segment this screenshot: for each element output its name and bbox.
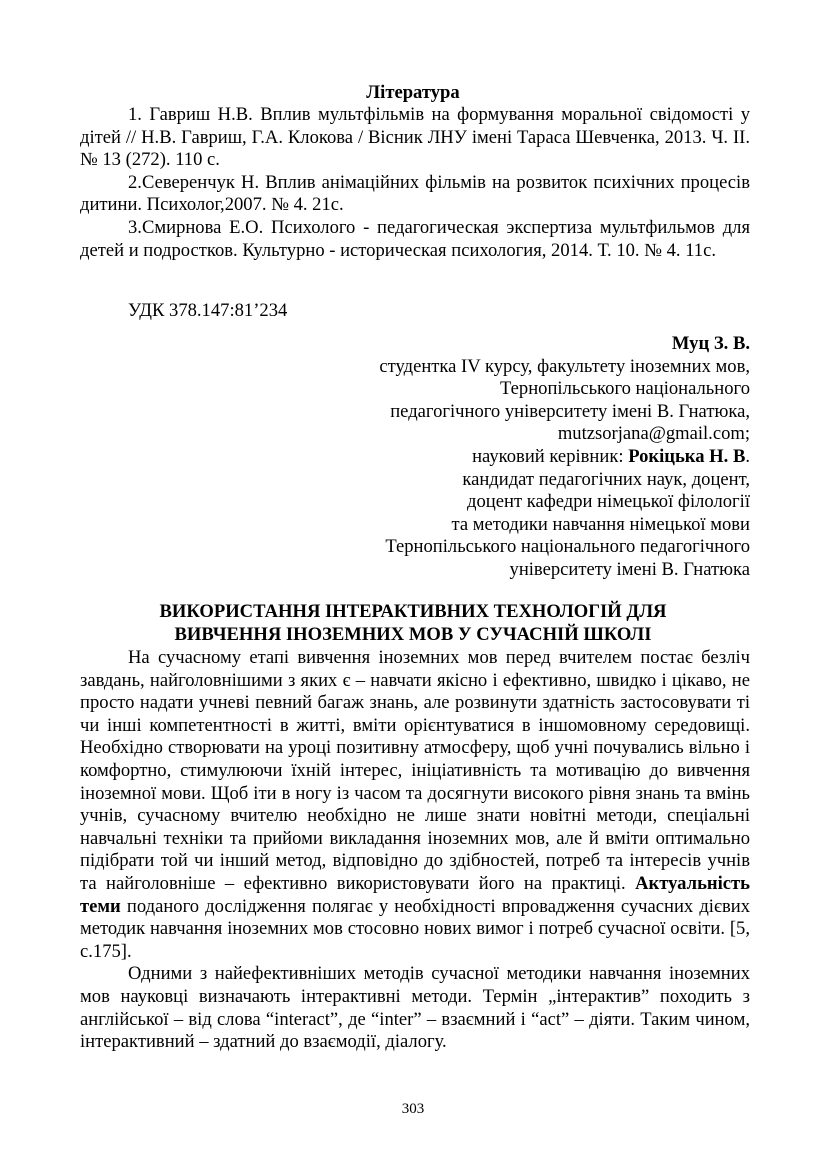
author-affiliation-line: Тернопільського національного [500, 378, 750, 400]
article-title [0, 601, 826, 646]
supervisor-affiliation-line: та методики навчання німецької мови [451, 513, 750, 535]
supervisor-prefix: науковий керівник: [472, 445, 629, 467]
body-paragraph [80, 647, 750, 963]
paragraph-text: На сучасному етапі вивчення іноземних мов перед вчителем постає безліч завдань, найголовнішими з яких є – навчати якісно і ефективно, швидко і цікаво, не просто надати учневі певний багаж знань, але розвинути здатність застосовувати ті чи інші компетентності в житті, вміти орієнтуватися в іншомовному середовищі. Необхідно створювати на уроці позитивну атмосферу, щоб учні почувались вільно і комфортно, стимулюючи їхній інтерес, ініціативність та мотивацію до вивчення іноземної мови. Щоб іти в ногу із часом та досягнути високого рівня знань та вмінь учнів, сучасному вчителю необхідно не лише знати новітні методи, спеціальні навчальні техніки та прийоми викладання іноземних мов, але й вміти оптимально підібрати той чи інший метод, відповідно до здібностей, потреб та інтересів учнів та найголовніше – ефективно використовувати його на практиці. [80, 647, 750, 894]
supervisor-line [290, 446, 750, 469]
reference-item: 3.Смирнова Е.О. Психолого - педагогическая экспертиза мультфильмов для детей и подростков. Культурно - историческая психология, 2014. Т. 10. № 4. 11с. [80, 216, 750, 261]
supervisor-name: Рокіцька Н. В [628, 445, 746, 467]
page-number: 303 [401, 1101, 425, 1117]
udk-code: УДК 378.147:81’234 [128, 300, 288, 321]
article-body [80, 647, 750, 1054]
reference-item: 1. Гавриш Н.В. Вплив мультфільмів на формування моральної свідомості у дітей // Н.В. Гавриш, Г.А. Клокова / Вісник ЛНУ імені Тараса Шевченка, 2013. Ч. ІІ. № 13 (272). 110 с. [80, 104, 750, 171]
author-block [290, 333, 750, 582]
supervisor-affiliation-line: університету імені В. Гнатюка [509, 558, 750, 580]
supervisor-suffix: . [745, 445, 750, 467]
author-name: Муц З. В. [671, 333, 750, 354]
supervisor-affiliation-line: кандидат педагогічних наук, доцент, [462, 468, 750, 490]
author-email: mutzsorjana@gmail.com; [557, 423, 750, 445]
supervisor-affiliation-line: доцент кафедри німецької філології [467, 491, 750, 513]
article-title-line: ВИКОРИСТАННЯ ІНТЕРАКТИВНИХ ТЕХНОЛОГІЙ ДЛЯ [159, 601, 667, 622]
reference-item: 2.Северенчук Н. Вплив анімаційних фільмів на розвиток психічних процесів дитини. Психолог,2007. № 4. 21с. [80, 171, 750, 216]
paragraph-text: поданого дослідження полягає у необхідності впровадження сучасних дієвих методик навчання іноземних мов стосовно нових вимог і потреб сучасної освіти. [5, с.175]. [80, 895, 750, 962]
supervisor-affiliation-line: Тернопільського національного педагогічного [385, 536, 750, 558]
reference-list [80, 104, 750, 262]
literature-heading: Література [366, 82, 460, 103]
article-title-line: ВИВЧЕННЯ ІНОЗЕМНИХ МОВ У СУЧАСНІЙ ШКОЛІ [174, 623, 652, 645]
author-affiliation-line: педагогічного університету імені В. Гнатюка, [390, 400, 750, 422]
body-paragraph: Одними з найефективніших методів сучасної методики навчання іноземних мов науковці визначають інтерактивні методи. Термін „інтерактив” походить з англійської – від слова “interact”, де “inter” – взаємний і “act” – діяти. Таким чином, інтерактивний – здатний до взаємодії, діалогу. [80, 963, 750, 1053]
author-affiliation-line: студентка IV курсу, факультету іноземних мов, [379, 355, 750, 377]
paragraph-bold-text: Актуальність теми [80, 872, 750, 917]
